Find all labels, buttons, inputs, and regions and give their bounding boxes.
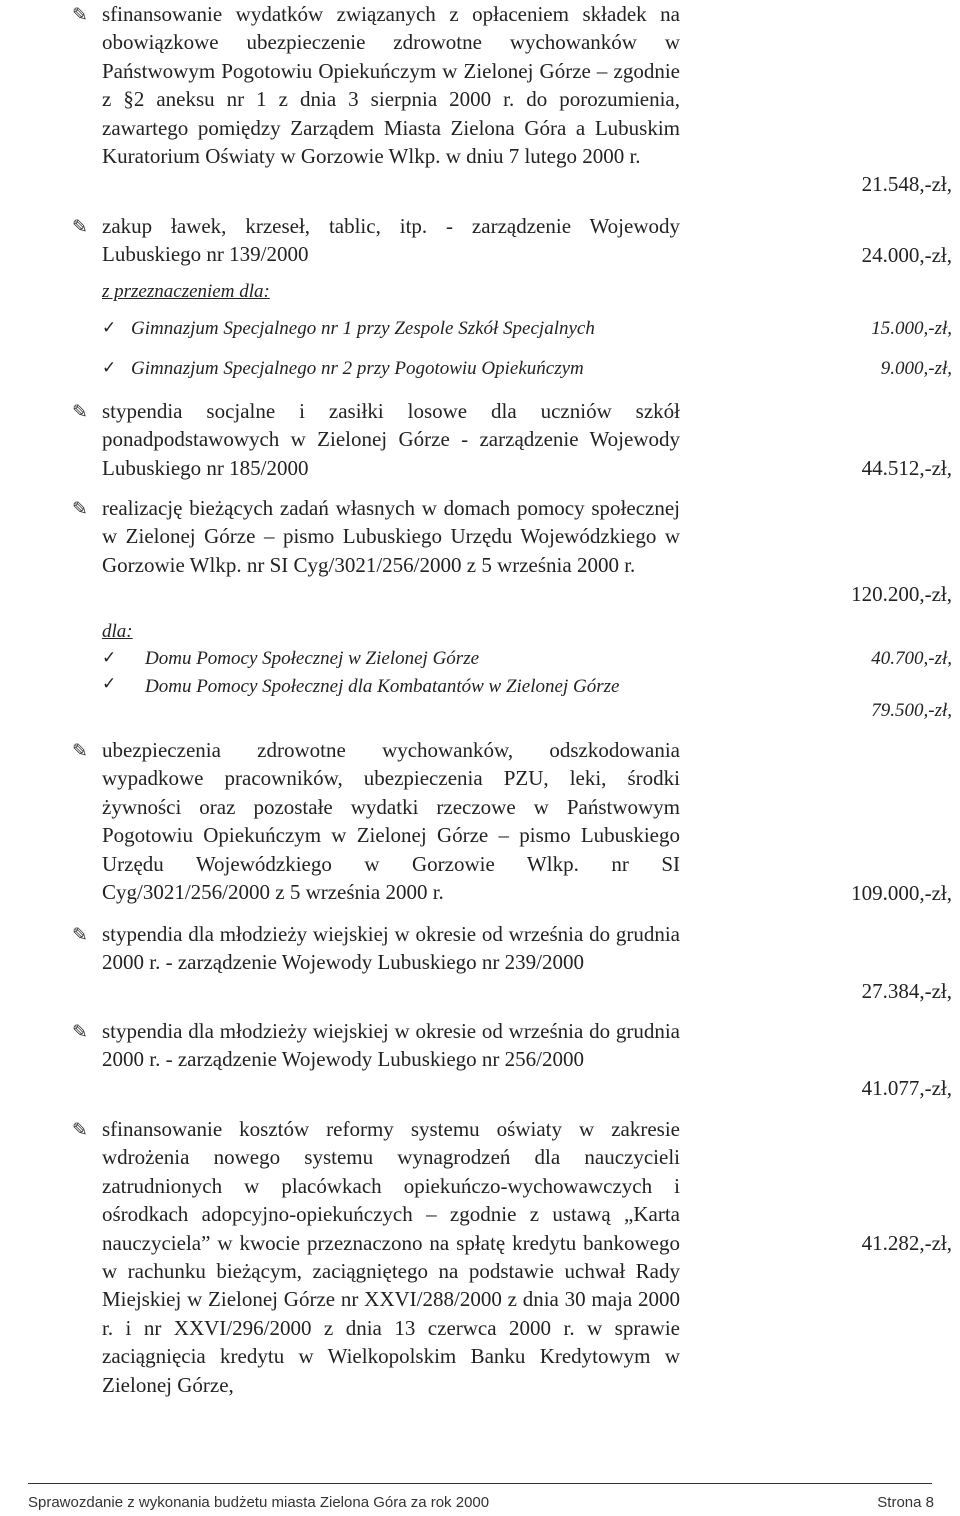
check-icon: ✓ [102, 318, 117, 338]
item-description: realizację bieżących zadań własnych w domach pomocy społecznej w Zielonej Górze – pismo Lubuskiego Urzędu Wojewódzkiego w Gorzowie Wlkp. nr SI Cyg/3021/256/2000 z 5 września 2000 r. [102, 496, 680, 577]
pencil-bullet-icon: ✎ [72, 740, 88, 762]
check-icon: ✓ [102, 358, 117, 378]
item-amount: 120.200,-zł, [851, 582, 952, 606]
sub-item-text: Gimnazjum Specjalnego nr 1 przy Zespole Szkół Specjalnych [131, 318, 595, 339]
sub-item-amount: 15.000,-zł, [871, 318, 952, 339]
item-amount: 109.000,-zł, [851, 881, 952, 905]
item-description: stypendia socjalne i zasiłki losowe dla uczniów szkół ponadpodstawowych w Zielonej Górze - zarządzenie Wojewody Lubuskiego nr 185/2000 [102, 399, 680, 480]
item-amount: 24.000,-zł, [861, 243, 952, 267]
item-description: ubezpieczenia zdrowotne wychowanków, odszkodowania wypadkowe pracowników, ubezpieczenia PZU, leki, środki żywności oraz pozostałe wydatki rzeczowe w Państwowym Pogotowiu Opiekuńczym w Zielonej Górze – pismo Lubuskiego Urzędu Wojewódzkiego w Gorzowie Wlkp. nr SI Cyg/3021/256/2000 z 5 września 2000 r. [102, 738, 680, 905]
item-amount: 41.282,-zł, [861, 1231, 952, 1255]
sub-label: dla: [102, 621, 133, 642]
item-description: stypendia dla młodzieży wiejskiej w okresie od września do grudnia 2000 r. - zarządzenie Wojewody Lubuskiego nr 256/2000 [102, 1019, 680, 1072]
sub-item-amount: 79.500,-zł, [871, 700, 952, 721]
pencil-bullet-icon: ✎ [72, 216, 88, 238]
check-icon: ✓ [102, 648, 117, 668]
item-description: sfinansowanie kosztów reformy systemu oświaty w zakresie wdrożenia nowego systemu wynagrodzeń dla nauczycieli zatrudnionych w placówkach opiekuńczo-wychowawczych i ośrodkach adopcyjno-opiekuńczych – zgodnie z ustawą „Karta nauczyciela” w kwocie przeznaczono na spłatę kredytu bankowego w rachunku bieżącym, zaciągniętego na podstawie uchwał Rady Miejskiej w Zielonej Górze nr XXVI/288/2000 z dnia 30 maja 2000 r. i nr XXVI/296/2000 z dnia 13 czerwca 2000 r. w sprawie zaciągnięcia kredytu w Wielkopolskim Banku Kredytowym w Zielonej Górze, [102, 1117, 680, 1397]
sub-item-text: Domu Pomocy Społecznej dla Kombatantów w Zielonej Górze [145, 676, 620, 697]
item-description: zakup ławek, krzeseł, tablic, itp. - zarządzenie Wojewody Lubuskiego nr 139/2000 [102, 214, 680, 267]
pencil-bullet-icon: ✎ [72, 1119, 88, 1141]
sub-item-amount: 40.700,-zł, [871, 648, 952, 669]
sub-label: z przeznaczeniem dla: [102, 281, 270, 302]
item-amount: 44.512,-zł, [861, 456, 952, 480]
sub-item-text: Gimnazjum Specjalnego nr 2 przy Pogotowiu Opiekuńczym [131, 358, 584, 379]
pencil-bullet-icon: ✎ [72, 498, 88, 520]
pencil-bullet-icon: ✎ [72, 4, 88, 26]
sub-item-text: Domu Pomocy Społecznej w Zielonej Górze [145, 648, 480, 669]
item-description: sfinansowanie wydatków związanych z opłaceniem składek na obowiązkowe ubezpieczenie zdrowotne wychowanków w Państwowym Pogotowiu Opiekuńczym w Zielonej Górze – zgodnie z §2 aneksu nr 1 z dnia 3 sierpnia 2000 r. do porozumienia, zawartego pomiędzy Zarządem Miasta Zielona Góra a Lubuskim Kuratorium Oświaty w Gorzowie Wlkp. w dniu 7 lutego 2000 r. [102, 2, 680, 169]
pencil-bullet-icon: ✎ [72, 401, 88, 423]
pencil-bullet-icon: ✎ [72, 1021, 88, 1043]
footer-title: Sprawozdanie z wykonania budżetu miasta Zielona Góra za rok 2000 [28, 1494, 490, 1511]
sub-item-amount: 9.000,-zł, [880, 358, 952, 379]
footer-divider [28, 1483, 932, 1484]
item-description: stypendia dla młodzieży wiejskiej w okresie od września do grudnia 2000 r. - zarządzenie Wojewody Lubuskiego nr 239/2000 [102, 922, 680, 975]
page-number: Strona 8 [877, 1494, 934, 1511]
pencil-bullet-icon: ✎ [72, 924, 88, 946]
item-amount: 27.384,-zł, [861, 979, 952, 1003]
check-icon: ✓ [102, 674, 117, 694]
item-amount: 41.077,-zł, [861, 1076, 952, 1100]
item-amount: 21.548,-zł, [861, 172, 952, 196]
